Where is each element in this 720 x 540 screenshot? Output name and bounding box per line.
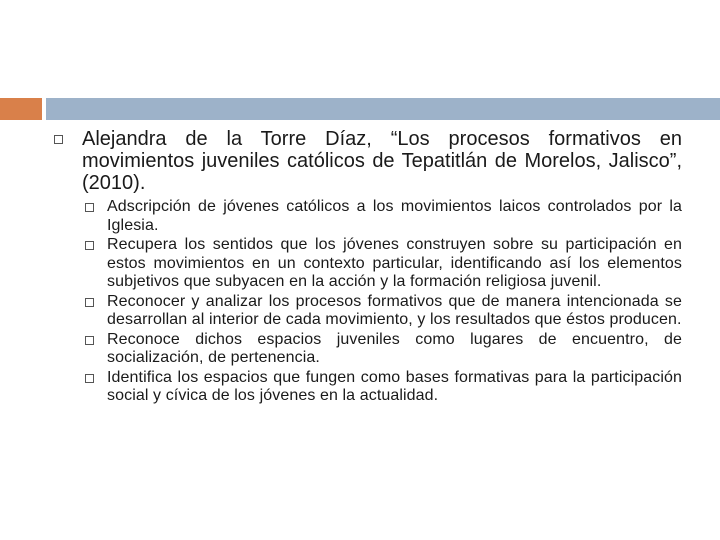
header-accent-orange: [0, 98, 42, 120]
sub-bullet: [50, 331, 682, 368]
square-bullet-icon: [85, 203, 94, 212]
square-bullet-icon: [85, 298, 94, 307]
sub-bullet: [50, 198, 682, 235]
sub-bullet: [50, 236, 682, 292]
sub-bullet-text: Recupera los sentidos que los jóvenes construyen sobre su participación en estos movimientos en un contexto particular, identificando así los elementos subjetivos que subyacen en la acción y la formación religiosa juvenil.: [107, 236, 682, 290]
sub-bullet-text: Reconocer y analizar los procesos formativos que de manera intencionada se desarrollan al interior de cada movimiento, y los resultados que éstos producen.: [107, 292, 682, 328]
square-bullet-icon: [85, 374, 94, 383]
square-bullet-icon: [85, 241, 94, 250]
sub-bullet-list: [50, 198, 682, 406]
sub-bullet-text: Adscripción de jóvenes católicos a los movimientos laicos controlados por la Iglesia.: [107, 198, 682, 234]
sub-bullet: [50, 293, 682, 330]
sub-bullet-text: Reconoce dichos espacios juveniles como lugares de encuentro, de socialización, de pertenencia.: [107, 330, 682, 366]
main-bullet-text: Alejandra de la Torre Díaz, “Los procesos formativos en movimientos juveniles católicos de Tepatitlán de Morelos, Jalisco”, (2010).: [82, 128, 682, 194]
sub-bullet-text: Identifica los espacios que fungen como bases formativas para la participación social y cívica de los jóvenes en la actualidad.: [107, 368, 682, 404]
header-accent-blue: [46, 98, 720, 120]
slide-body: [50, 128, 682, 407]
square-bullet-icon: [54, 135, 63, 144]
square-bullet-icon: [85, 336, 94, 345]
main-bullet: [50, 128, 682, 194]
sub-bullet: [50, 369, 682, 406]
